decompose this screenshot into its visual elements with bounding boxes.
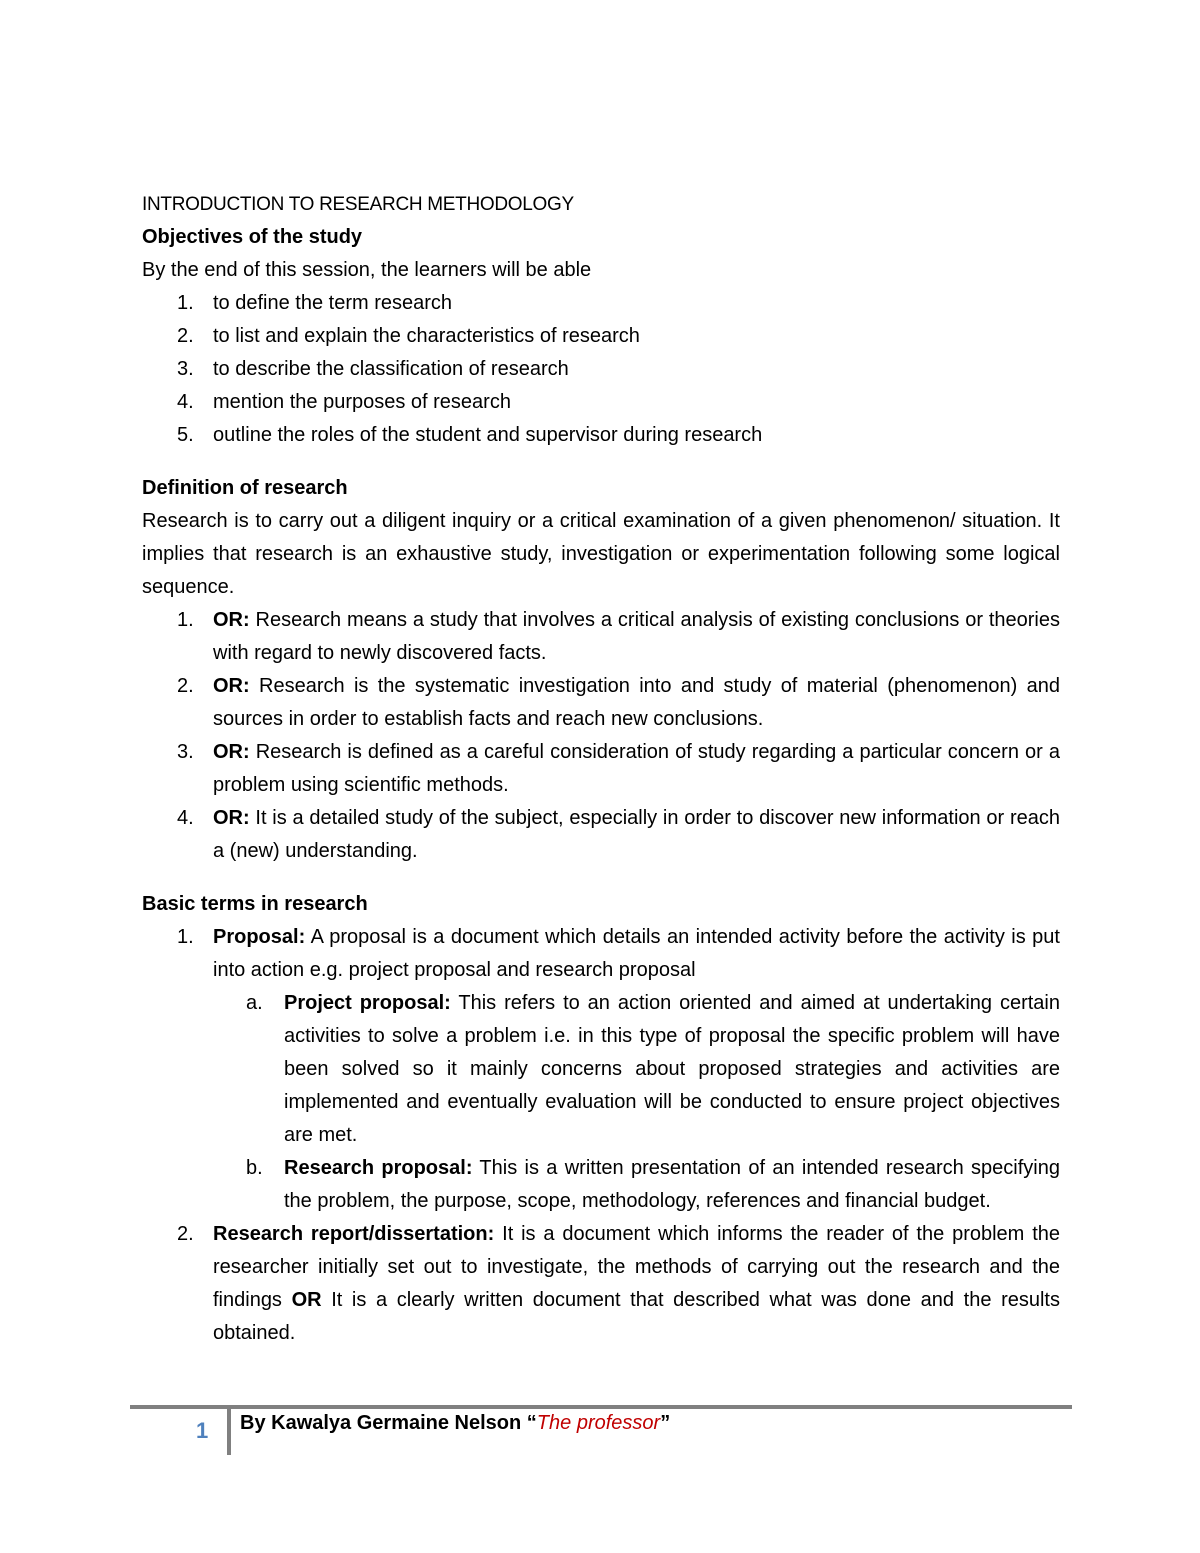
basic-terms-heading: Basic terms in research: [142, 893, 368, 915]
list-number: 3.: [177, 741, 194, 763]
list-item: [142, 921, 1060, 1218]
list-item-text: It is a detailed study of the subject, especially in order to discover new information or reach a (new) understanding.: [213, 807, 1060, 862]
sub-list-letter: a.: [246, 992, 263, 1014]
list-item: [142, 386, 1060, 419]
list-number: 2.: [177, 1223, 194, 1245]
term-definition: This refers to an action oriented and aimed at undertaking certain activities to solve a problem i.e. in this type of proposal the specific problem will have been solved so it mainly concerns about proposed strategies and activities are implemented and eventually evaluation will be conducted to ensure project objectives are met.: [284, 992, 1060, 1146]
term-definition: It is a document which informs the reader of the problem the researcher initially set out to investigate, the methods of carrying out the research and the findings: [213, 1223, 1060, 1311]
list-number: 3.: [177, 358, 194, 380]
list-number: 1.: [177, 292, 194, 314]
list-item: [142, 802, 1060, 868]
author-name: By Kawalya Germaine Nelson “: [240, 1412, 537, 1434]
list-item: [142, 320, 1060, 353]
objectives-intro: By the end of this session, the learners will be able: [142, 259, 592, 281]
closing-quote: ”: [660, 1412, 671, 1434]
list-number: 1.: [177, 926, 194, 948]
list-number: 5.: [177, 424, 194, 446]
list-number: 2.: [177, 325, 194, 347]
term-definition: This is a written presentation of an intended research specifying the problem, the purpose, scope, methodology, references and financial budget.: [284, 1157, 1060, 1212]
term-definition: It is a clearly written document that described what was done and the results obtained.: [213, 1289, 1060, 1344]
sub-list-item: [213, 1152, 1060, 1218]
list-item-text: to define the term research: [213, 292, 453, 314]
list-item: [142, 604, 1060, 670]
proposal-sublist: [213, 987, 1060, 1218]
list-item: [142, 1218, 1060, 1350]
definition-heading: Definition of research: [142, 477, 348, 499]
sub-list-letter: b.: [246, 1157, 263, 1179]
basic-terms-list: [142, 921, 1060, 1350]
list-item-text: mention the purposes of research: [213, 391, 511, 413]
term-label: Research report/dissertation:: [213, 1223, 495, 1245]
footer-divider: [227, 1409, 231, 1455]
list-item-text: outline the roles of the student and supervisor during research: [213, 424, 763, 446]
or-label: OR: [291, 1289, 322, 1311]
list-item-text: Research means a study that involves a critical analysis of existing conclusions or theories with regard to newly discovered facts.: [213, 609, 1060, 664]
list-item: [142, 353, 1060, 386]
term-label: Proposal:: [213, 926, 306, 948]
or-label: OR:: [213, 609, 250, 631]
definition-paragraph: Research is to carry out a diligent inquiry or a critical examination of a given phenomenon/ situation. It implies that research is an exhaustive study, investigation or experimentation following some logical sequence.: [142, 510, 1060, 598]
list-item: [142, 419, 1060, 452]
or-label: OR:: [213, 807, 250, 829]
footer-rule: [130, 1405, 1072, 1409]
page-number: 1: [196, 1418, 209, 1443]
list-item-text: Research is defined as a careful consideration of study regarding a particular concern or a problem using scientific methods.: [213, 741, 1060, 796]
list-item: [142, 670, 1060, 736]
document-body: [142, 188, 1060, 1350]
list-item: [142, 287, 1060, 320]
term-definition: A proposal is a document which details an intended activity before the activity is put into action e.g. project proposal and research proposal: [213, 926, 1060, 981]
definition-list: [142, 604, 1060, 868]
list-number: 1.: [177, 609, 194, 631]
objectives-heading: Objectives of the study: [142, 226, 363, 248]
list-item-text: to list and explain the characteristics of research: [213, 325, 640, 347]
footer-byline: [240, 1412, 670, 1435]
sub-list-item: [213, 987, 1060, 1152]
term-label: Project proposal:: [284, 992, 451, 1014]
term-label: Research proposal:: [284, 1157, 473, 1179]
list-number: 4.: [177, 391, 194, 413]
list-item-text: to describe the classification of research: [213, 358, 569, 380]
or-label: OR:: [213, 741, 250, 763]
list-item: [142, 736, 1060, 802]
or-label: OR:: [213, 675, 250, 697]
document-title: INTRODUCTION TO RESEARCH METHODOLOGY: [142, 194, 574, 215]
list-item-text: Research is the systematic investigation into and study of material (phenomenon) and sources in order to establish facts and reach new conclusions.: [213, 675, 1060, 730]
author-nickname: The professor: [536, 1412, 661, 1434]
list-number: 4.: [177, 807, 194, 829]
objectives-list: [142, 287, 1060, 452]
list-number: 2.: [177, 675, 194, 697]
